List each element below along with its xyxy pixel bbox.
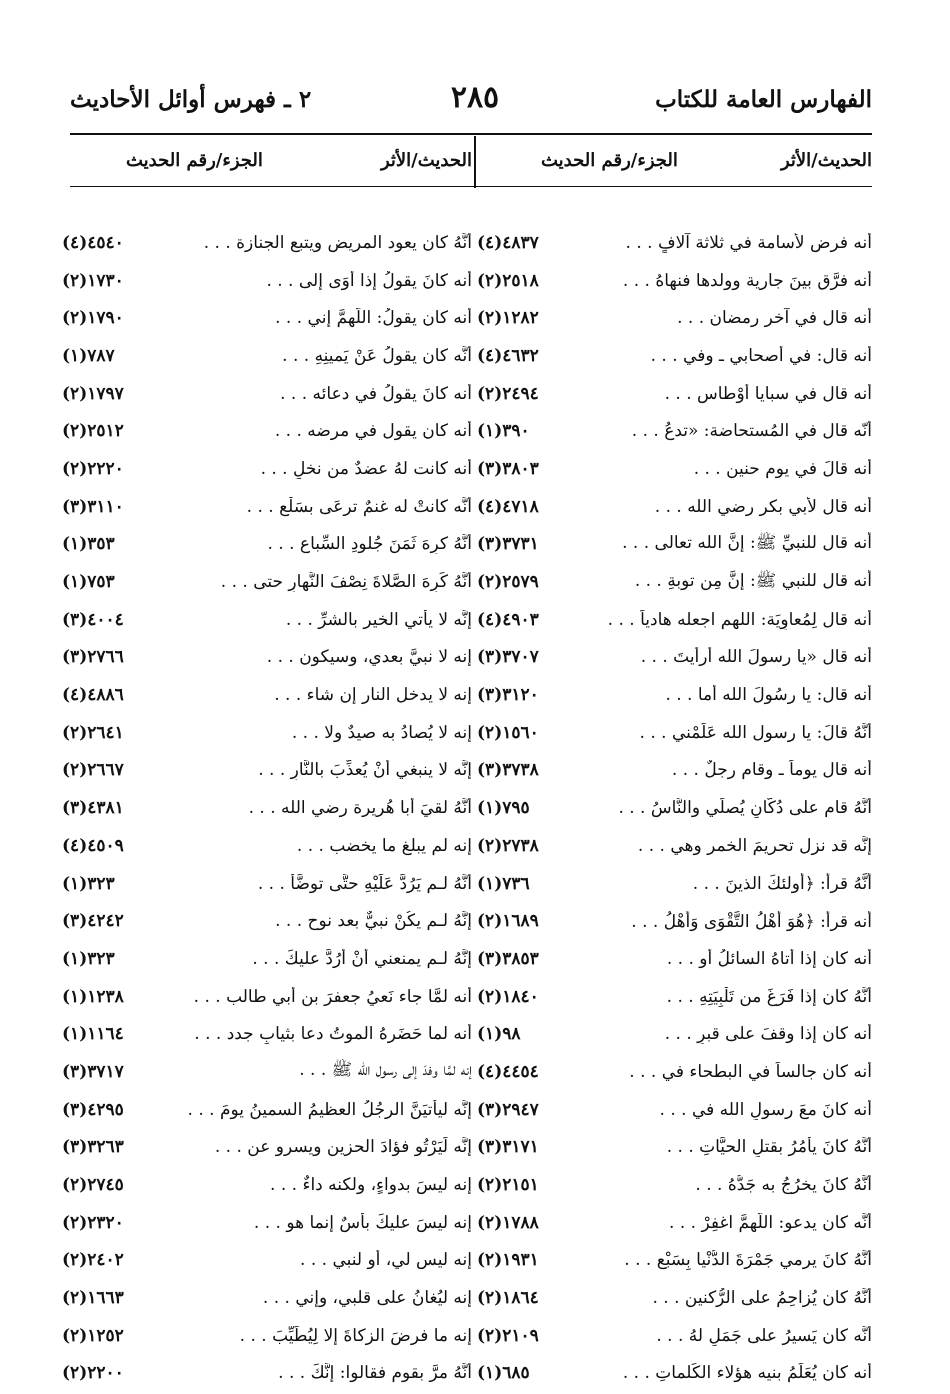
index-entry bbox=[477, 978, 872, 1016]
index-entry bbox=[62, 337, 472, 375]
ref-heading: الجزء/رقم الحديث bbox=[541, 149, 678, 171]
entry-text: أنَّهُ مرَّ بقومٍ فقالوا: إنَّكَ . . . bbox=[278, 1363, 472, 1384]
entry-text: أنَّهُ كانَ يخرُجُ به جَدُّهُ . . . bbox=[695, 1175, 872, 1196]
entry-reference: (١)٩٨ bbox=[477, 1024, 521, 1045]
entry-reference: (٤)٤٥٤٠ bbox=[62, 232, 124, 253]
index-entry bbox=[62, 1166, 472, 1204]
ref-heading: الجزء/رقم الحديث bbox=[126, 149, 263, 171]
column-separator bbox=[474, 136, 476, 188]
index-entry bbox=[62, 488, 472, 526]
entry-text: أنه كان إذا أتاهُ السائلُ أو . . . bbox=[666, 948, 872, 969]
entry-reference: (٢)١٢٥٢ bbox=[62, 1325, 124, 1346]
entry-text: أنه كان إذا وقفَ على قبرٍ . . . bbox=[664, 1024, 872, 1045]
entry-text: إنه لمَّا وفدَ إلى رسول الله ﷺ . . . bbox=[299, 1060, 472, 1081]
entry-text: إنَّه لا ينبغي أنْ يُعذِّبَ بالنَّارِ . . . bbox=[258, 760, 472, 781]
entry-text: أنه قال يوماً ـ وقام رجلٌ . . . bbox=[671, 760, 872, 781]
entry-reference: (٣)٢٩٤٧ bbox=[477, 1099, 539, 1120]
entry-reference: (٢)٢٣٢٠ bbox=[62, 1212, 124, 1233]
index-entry bbox=[477, 1053, 872, 1091]
entry-text: أنه كان يقولُ: اللَّهمَّ إني . . . bbox=[275, 308, 472, 329]
index-entry bbox=[62, 676, 472, 714]
entry-reference: (٢)٢٤٩٤ bbox=[477, 383, 539, 404]
left-column bbox=[62, 140, 472, 1384]
index-entry bbox=[477, 488, 872, 526]
entry-reference: (٤)٤٨٣٧ bbox=[477, 232, 539, 253]
entry-reference: (٣)٣١١٠ bbox=[62, 496, 124, 517]
entry-reference: (١)٧٨٧ bbox=[62, 345, 115, 366]
index-entry bbox=[477, 299, 872, 337]
entry-reference: (٣)٣٧٠٧ bbox=[477, 647, 539, 668]
entry-reference: (٣)٣٧٣٨ bbox=[477, 760, 539, 781]
index-entry bbox=[477, 1317, 872, 1355]
entry-text: أنه قال «يا رسولَ الله أرأيتَ . . . bbox=[640, 647, 872, 668]
entry-reference: (٢)١٨٦٤ bbox=[477, 1288, 539, 1309]
index-entry bbox=[477, 902, 872, 940]
index-entry bbox=[62, 412, 472, 450]
entry-reference: (٢)٢٢٠٠ bbox=[62, 1363, 124, 1384]
entry-reference: (٢)١٧٩٧ bbox=[62, 383, 124, 404]
entry-reference: (٢)٢٢٢٠ bbox=[62, 458, 124, 479]
entry-reference: (٢)١٦٦٣ bbox=[62, 1288, 124, 1309]
entry-text: إنَّه لا يأتي الخير بالشرِّ . . . bbox=[285, 609, 472, 630]
index-entry bbox=[62, 375, 472, 413]
entry-reference: (٣)٣١٢٠ bbox=[477, 685, 539, 706]
entry-text: أنه قال في سبايا أوْطاسٍ . . . bbox=[664, 383, 872, 404]
index-entry bbox=[62, 865, 472, 903]
entry-reference: (٤)٤٦٣٢ bbox=[477, 345, 539, 366]
entry-reference: (٣)٣٨٥٣ bbox=[477, 948, 539, 969]
entry-text: أنه فرَّق بينَ جارية وولدها فنهاهُ . . . bbox=[622, 270, 872, 291]
index-entry bbox=[62, 1355, 472, 1393]
entry-text: أنَّهُ قرأَ: ﴿أولئكَ الذينَ . . . bbox=[692, 874, 872, 895]
entry-text: أنَّهُ لقيَ أبا هُريرة رضي الله . . . bbox=[248, 798, 472, 819]
entry-text: إنه لا نبيَّ بعدي، وسيكون . . . bbox=[266, 647, 472, 668]
index-entry bbox=[62, 1091, 472, 1129]
entry-reference: (٢)٢٧٣٨ bbox=[477, 835, 539, 856]
index-entry bbox=[477, 224, 872, 262]
entry-text: أنَّه كان يقولُ عَنْ يَمينِهِ . . . bbox=[282, 345, 472, 366]
index-entry bbox=[62, 563, 472, 601]
entry-reference: (١)٧٥٣ bbox=[62, 572, 115, 593]
entry-text: أنه كانَ يقولُ إذا أوَى إلى . . . bbox=[266, 270, 472, 291]
index-entry bbox=[477, 450, 872, 488]
right-entry-list bbox=[477, 224, 872, 1392]
entry-reference: (٢)١٥٦٠ bbox=[477, 722, 539, 743]
entry-text: أنَّهُ لـم يَرُدَّ عَلَيْهِ حتَّى توضَّأ . . . bbox=[257, 873, 472, 894]
index-entry bbox=[477, 752, 872, 790]
right-column-header bbox=[477, 140, 872, 180]
entry-text: أنه قال: في أصحابي ـ وفي . . . bbox=[650, 345, 872, 366]
entry-reference: (٢)٢٦٤١ bbox=[62, 722, 124, 743]
index-entry bbox=[477, 526, 872, 564]
entry-text: إنه ليس لي، أو لنبي . . . bbox=[300, 1250, 472, 1271]
entry-reference: (٣)٢٧٦٦ bbox=[62, 647, 124, 668]
entry-text: أنه كانَ يقولُ في دعائه . . . bbox=[280, 383, 472, 404]
entry-text: إنَّه لَيَرْتُو فؤادَ الحزينِ ويسرو عن . . . bbox=[214, 1137, 472, 1158]
running-title-right: الفهارس العامة للكتاب bbox=[655, 86, 872, 113]
index-entry bbox=[62, 639, 472, 677]
index-entry bbox=[477, 601, 872, 639]
entry-reference: (١)٣٢٣ bbox=[62, 873, 115, 894]
entry-text: أنَّه كانتْ له غنمٌ ترعَى بسَلْعٍ . . . bbox=[246, 496, 472, 517]
index-entry bbox=[62, 902, 472, 940]
index-entry bbox=[62, 1204, 472, 1242]
entry-reference: (٣)٣٧١٧ bbox=[62, 1061, 124, 1082]
entry-text: إنه ليُغانُ على قلبي، وإني . . . bbox=[262, 1288, 472, 1309]
entry-reference: (٣)٣٧٣١ bbox=[477, 534, 539, 555]
entry-text: أنَّهُ كان يُزاحِمُ على الرُّكنين . . . bbox=[652, 1288, 872, 1309]
entry-reference: (٢)١٩٣١ bbox=[477, 1250, 539, 1271]
entry-reference: (٣)٤٢٤٢ bbox=[62, 911, 124, 932]
index-entry bbox=[62, 1279, 472, 1317]
entry-reference: (٢)٢١٥١ bbox=[477, 1175, 539, 1196]
entry-reference: (٢)٢٤٠٢ bbox=[62, 1250, 124, 1271]
entry-text: إنه لا يُصادُ به صيدٌ ولا . . . bbox=[291, 722, 472, 743]
entry-reference: (٢)١٧٩٠ bbox=[62, 308, 124, 329]
index-entry bbox=[62, 1317, 472, 1355]
entry-text: أنه قالَ في يوم حنين . . . bbox=[693, 458, 872, 479]
index-entry bbox=[477, 789, 872, 827]
entry-text: أنه قال لِمُعاوِيَة: اللهم اجعله هادياً . . . bbox=[607, 609, 872, 630]
index-entry bbox=[477, 639, 872, 677]
entry-reference: (٢)٢٥١٨ bbox=[477, 270, 539, 291]
entry-reference: (٢)١٦٨٩ bbox=[477, 911, 539, 932]
entry-text: إنَّه ليأتيَنَّ الرجُلُ العظيمُ السمينُ يومَ . . . bbox=[187, 1099, 472, 1120]
entry-text: أنه فرض لأسامة في ثلاثة آلافٍ . . . bbox=[625, 232, 872, 253]
entry-text: إنَّهُ لـم يمنعني أنْ أرُدَّ عليكَ . . . bbox=[252, 948, 472, 969]
index-entry bbox=[477, 1015, 872, 1053]
entry-text: أنه كانت لهُ عضدٌ من نخلٍ . . . bbox=[260, 458, 472, 479]
hadith-heading: الحديث/الأثر bbox=[380, 149, 472, 171]
entry-reference: (٢)٢٥٧٩ bbox=[477, 572, 539, 593]
entry-text: أنَّهُ كانَ يأمُرُ بقتلِ الحيَّاتِ . . . bbox=[666, 1137, 872, 1158]
index-entry bbox=[477, 1166, 872, 1204]
entry-text: أنه لمَّا جاء نَعيُ جعفرَ بن أبي طالب . . . bbox=[193, 986, 472, 1007]
entry-reference: (١)١٢٣٨ bbox=[62, 986, 124, 1007]
entry-text: أنَّه كان يدعو: اللَّهمَّ اغفِرْ . . . bbox=[669, 1212, 872, 1233]
index-entry bbox=[62, 789, 472, 827]
left-entry-list bbox=[62, 224, 472, 1392]
index-entry bbox=[477, 676, 872, 714]
index-entry bbox=[62, 1053, 472, 1091]
entry-reference: (١)٣٩٠ bbox=[477, 421, 530, 442]
entry-text: أنَّهُ كانَ يرمي جَمْرَةَ الدُّنْيا بِسَبْعِ . . . bbox=[624, 1250, 872, 1271]
index-entry bbox=[477, 714, 872, 752]
entry-text: أنَّهُ كان إذا فَرَغَ من تَلْبِيَتِهِ . . . bbox=[666, 986, 872, 1007]
entry-text: أنّه قال في المُستحاضة: «تدعُ . . . bbox=[631, 421, 872, 442]
entry-text: أنَّهُ قالَ: يا رسول الله عَلِّمْني . . . bbox=[639, 722, 872, 743]
index-entry bbox=[477, 1129, 872, 1167]
index-entry bbox=[62, 299, 472, 337]
entry-reference: (٤)٤٧١٨ bbox=[477, 496, 539, 517]
entry-reference: (٣)٣٨٠٣ bbox=[477, 458, 539, 479]
entry-text: أنه قال لأبي بكر رضي الله . . . bbox=[654, 496, 872, 517]
index-entry bbox=[477, 375, 872, 413]
entry-text: أنه قال للنبيِّ ﷺ: إنَّ الله تعالى . . . bbox=[622, 532, 872, 553]
index-entry bbox=[477, 1204, 872, 1242]
entry-reference: (١)٧٩٥ bbox=[477, 798, 530, 819]
entry-reference: (٢)١٢٨٢ bbox=[477, 308, 539, 329]
entry-text: إنه لم يبلغ ما يخضب . . . bbox=[296, 835, 472, 856]
index-entry bbox=[477, 412, 872, 450]
index-entry bbox=[62, 940, 472, 978]
right-column bbox=[477, 140, 872, 1384]
index-entry bbox=[477, 337, 872, 375]
index-entry bbox=[62, 714, 472, 752]
header-rule bbox=[70, 133, 872, 135]
index-entry bbox=[477, 262, 872, 300]
index-entry bbox=[62, 978, 472, 1016]
entry-text: أنَّهُ كرِهَ ثَمَنَ جُلودِ السِّباعِ . . . bbox=[267, 534, 472, 555]
entry-reference: (٤)٤٩٠٣ bbox=[477, 609, 539, 630]
entry-text: إنَّهُ لـم يكُنْ نبيٌّ بعد نوحٍ . . . bbox=[275, 911, 472, 932]
entry-reference: (٤)٤٤٥٤ bbox=[477, 1061, 539, 1082]
entry-reference: (٢)٢٧٤٥ bbox=[62, 1175, 124, 1196]
index-entry bbox=[62, 1015, 472, 1053]
running-title-left: ٢ ـ فهرس أوائل الأحاديث bbox=[70, 86, 312, 113]
entry-text: أنه قال في آخر رمضان . . . bbox=[677, 308, 872, 329]
index-entry bbox=[62, 450, 472, 488]
index-entry bbox=[477, 940, 872, 978]
index-entry bbox=[62, 526, 472, 564]
entry-reference: (١)٣٢٣ bbox=[62, 948, 115, 969]
index-entry bbox=[477, 1242, 872, 1280]
hadith-heading: الحديث/الأثر bbox=[780, 149, 872, 171]
entry-reference: (١)٧٣٦ bbox=[477, 873, 530, 894]
entry-text: إنَّه قد نزل تحريمَ الخمر وهي . . . bbox=[637, 835, 872, 856]
entry-text: أنه كانَ معَ رسولِ الله في . . . bbox=[659, 1099, 872, 1120]
index-entry bbox=[477, 1279, 872, 1317]
entry-reference: (٤)٤٥٠٩ bbox=[62, 835, 124, 856]
entry-reference: (١)٦٨٥ bbox=[477, 1363, 530, 1384]
index-entry bbox=[62, 224, 472, 262]
index-entry bbox=[62, 827, 472, 865]
entry-text: أنه قرأ: ﴿هُوَ أَهْلُ التَّقْوَى وَأَهْلُ . . . bbox=[631, 911, 872, 932]
entry-text: أنه قال: يا رسُولَ الله أما . . . bbox=[665, 685, 872, 706]
entry-text: أنه لما حَضَرهُ الموتُ دعا بثيابٍ جدد . . . bbox=[194, 1024, 472, 1045]
entry-text: أنه كان يقول في مرضه . . . bbox=[274, 421, 472, 442]
entry-reference: (٢)٢١٠٩ bbox=[477, 1325, 539, 1346]
entry-reference: (٣)٤٠٠٤ bbox=[62, 609, 124, 630]
entry-reference: (٣)٣٢٦٣ bbox=[62, 1137, 124, 1158]
entry-reference: (٤)٤٨٨٦ bbox=[62, 685, 124, 706]
index-entry bbox=[477, 563, 872, 601]
entry-reference: (٣)٤٢٩٥ bbox=[62, 1099, 124, 1120]
entry-text: إنه لا يدخل النار إن شاء . . . bbox=[274, 685, 472, 706]
entry-reference: (١)٣٥٣ bbox=[62, 534, 115, 555]
index-entry bbox=[62, 601, 472, 639]
page-number: ٢٨٥ bbox=[450, 80, 500, 115]
entry-text: إنه ليسَ بدواءٍ، ولكنه داءٌ . . . bbox=[270, 1175, 472, 1196]
entry-reference: (٢)٢٦٦٧ bbox=[62, 760, 124, 781]
entry-reference: (٢)١٧٣٠ bbox=[62, 270, 124, 291]
entry-text: أنه قال للنبي ﷺ: إنَّ مِن توبةِ . . . bbox=[634, 570, 872, 591]
entry-text: أنَّهُ قام على دُكّانٍ يُصلِّي والنَّاسُ . . . bbox=[618, 798, 872, 819]
left-column-header bbox=[62, 140, 472, 180]
entry-reference: (٣)٤٣٨١ bbox=[62, 798, 124, 819]
index-entry bbox=[477, 1355, 872, 1393]
index-entry bbox=[62, 752, 472, 790]
entry-reference: (٢)٢٥١٢ bbox=[62, 421, 124, 442]
entry-reference: (١)١١٦٤ bbox=[62, 1024, 124, 1045]
entry-text: أنَّهُ كَرِهَ الصَّلاةَ نِصْفَ النَّهارِ حتى . . . bbox=[220, 572, 472, 593]
entry-text: أنَّه كان يَسيرُ على جَمَلٍ لهُ . . . bbox=[656, 1325, 872, 1346]
entry-reference: (٢)١٨٤٠ bbox=[477, 986, 539, 1007]
entry-reference: (٢)١٧٨٨ bbox=[477, 1212, 539, 1233]
entry-text: أنَّهُ كان يعود المريض ويتبع الجنازة . . . bbox=[203, 232, 472, 253]
index-entry bbox=[477, 865, 872, 903]
entry-text: إنه ليسَ عليكَ بأسٌ إنما هو . . . bbox=[253, 1212, 472, 1233]
entry-text: إنه ما فرضَ الزكاةَ إلا لِيُطَيِّبَ . . . bbox=[239, 1325, 472, 1346]
index-entry bbox=[62, 1242, 472, 1280]
index-entry bbox=[62, 262, 472, 300]
entry-text: أنه كان جالساً في البطحاء في . . . bbox=[629, 1061, 872, 1082]
entry-reference: (٣)٣١٧١ bbox=[477, 1137, 539, 1158]
entry-text: أنه كان يُعَلِّمُ بنيه هؤلاء الكَلماتِ . . . bbox=[622, 1363, 872, 1384]
index-entry bbox=[62, 1129, 472, 1167]
index-entry bbox=[477, 827, 872, 865]
index-entry bbox=[477, 1091, 872, 1129]
